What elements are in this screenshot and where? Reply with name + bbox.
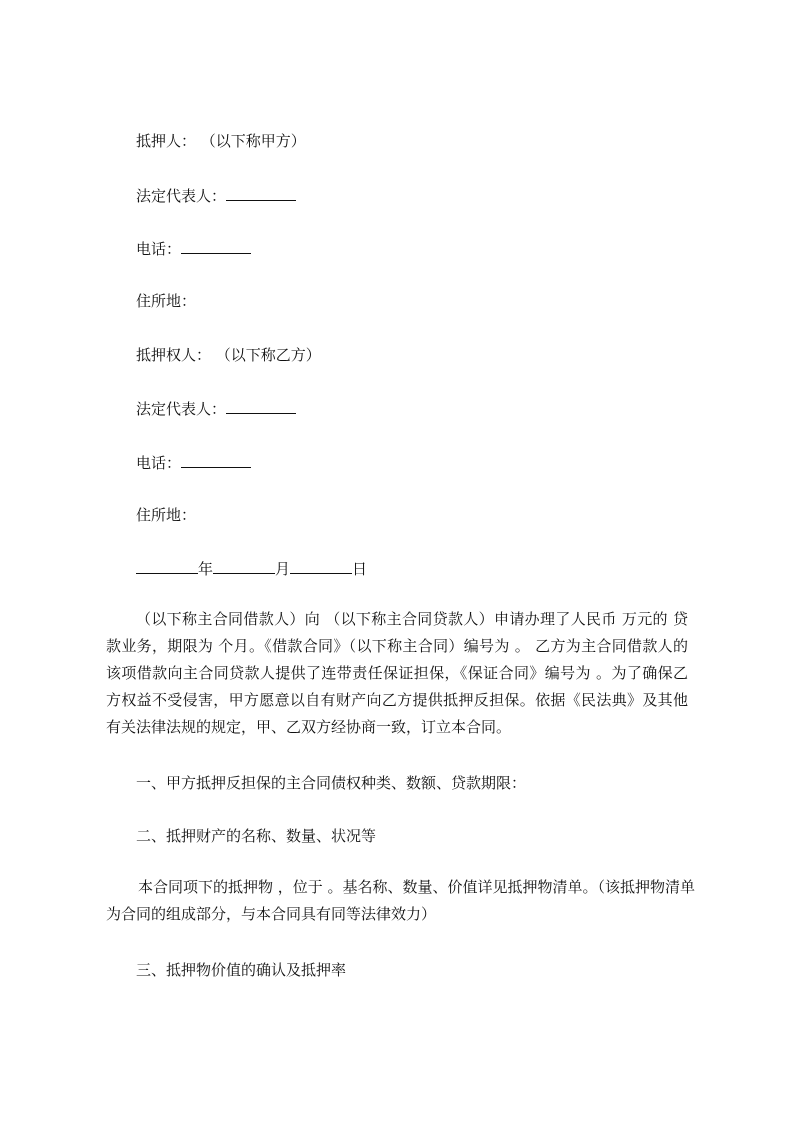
mortgagee-phone-blank <box>181 453 251 468</box>
mortgagor-phone-label: 电话： <box>136 240 182 258</box>
mortgagor-representative-line <box>136 186 296 205</box>
date-line <box>136 559 367 578</box>
day-label: 日 <box>352 560 368 578</box>
section-2-paragraph: 本合同项下的抵押物 ，位于 。基名称、数量、价值详见抵押物清单。（该抵押物清单为合同的组成部分，与本合同具有同等法律效力） <box>106 878 696 923</box>
mortgagor-representative-label: 法定代表人： <box>136 187 227 205</box>
section-1-title: 一、甲方抵押反担保的主合同债权种类、数额、贷款期限： <box>136 774 527 792</box>
year-blank <box>136 559 198 574</box>
month-blank <box>213 559 275 574</box>
intro-paragraph: （以下称主合同借款人）向 （以下称主合同贷款人）申请办理了人民币 万元的 贷款业务，期限为 个月。《借款合同》（以下称主合同）编号为 。 乙方为主合同借款人的该项借款向主合同贷款人提供了连带责任保证担保，《保证合同》编号为 。为了确保乙方权益不受侵害，甲方愿意以自有财产向乙方提供抵押反担保。依据《民法典》及其他有关法律法规的规定，甲、乙双方经协商一致，订立本合同。 <box>106 610 688 736</box>
section-3-title: 三、抵押物价值的确认及抵押率 <box>136 961 347 979</box>
mortgagor-representative-blank <box>226 186 296 201</box>
mortgagor-phone-blank <box>181 239 251 254</box>
day-blank <box>290 559 352 574</box>
month-label: 月 <box>275 560 291 578</box>
mortgagee-address-line: 住所地： <box>136 506 197 524</box>
mortgagee-representative-label: 法定代表人： <box>136 400 227 418</box>
mortgagee-phone-label: 电话： <box>136 454 182 472</box>
mortgagor-address-line: 住所地： <box>136 292 197 310</box>
mortgagee-phone-line <box>136 453 251 472</box>
mortgagor-phone-line <box>136 239 251 258</box>
mortgagee-representative-blank <box>226 399 296 414</box>
mortgagor-line: 抵押人： （以下称甲方） <box>136 132 306 150</box>
section-2-title: 二、抵押财产的名称、数量、状况等 <box>136 827 377 845</box>
mortgagee-line: 抵押权人： （以下称乙方） <box>136 346 321 364</box>
mortgagee-representative-line <box>136 399 296 418</box>
year-label: 年 <box>198 560 214 578</box>
